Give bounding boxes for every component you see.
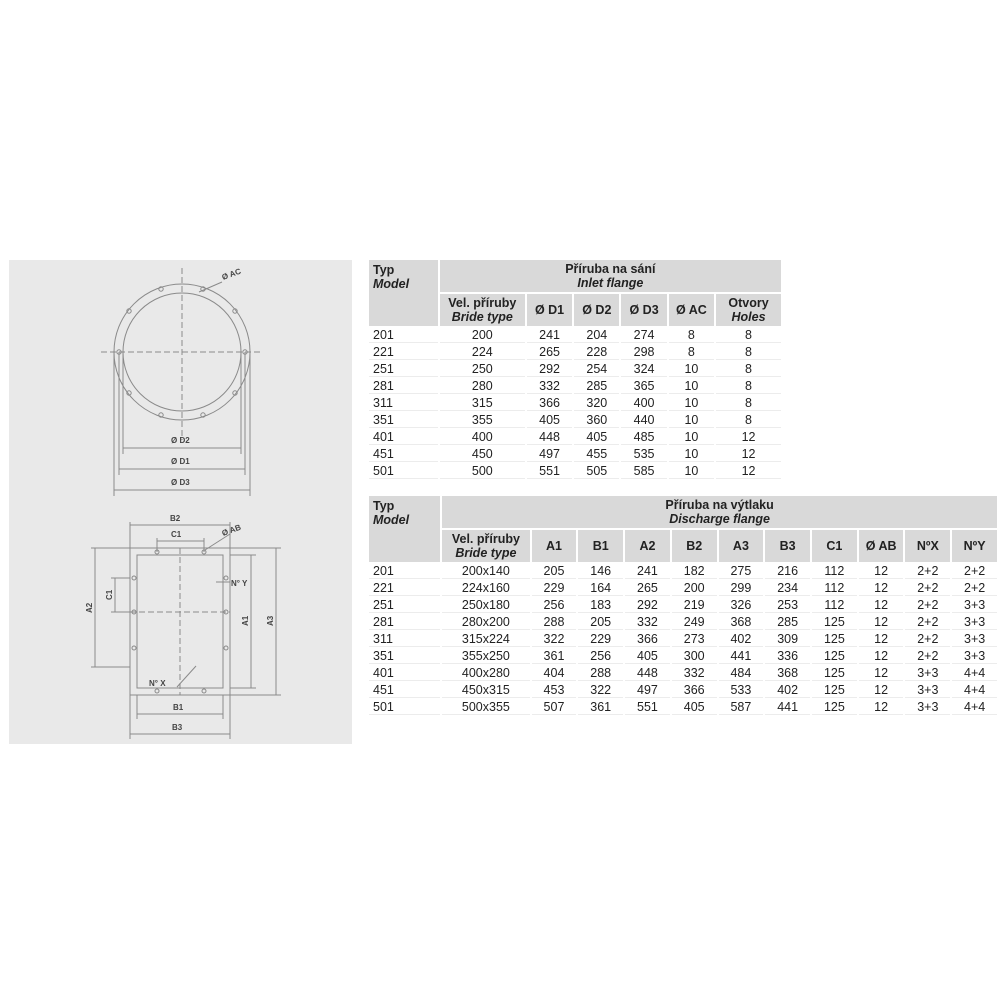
value-cell: 280x200: [442, 615, 529, 630]
value-cell: 4+4: [952, 700, 997, 715]
value-cell: 587: [719, 700, 764, 715]
value-cell: 234: [765, 581, 810, 596]
table-row: [369, 649, 997, 664]
value-cell: 551: [527, 464, 572, 479]
value-cell: 2+2: [952, 564, 997, 579]
value-cell: 8: [669, 345, 714, 360]
value-cell: 332: [625, 615, 670, 630]
value-cell: 485: [621, 430, 666, 445]
model-cell: 451: [369, 447, 438, 462]
value-cell: 448: [527, 430, 572, 445]
discharge-group-header: [442, 496, 997, 528]
value-cell: 200: [672, 581, 717, 596]
value-cell: 265: [527, 345, 572, 360]
model-cell: 401: [369, 666, 440, 681]
value-cell: 112: [812, 598, 857, 613]
value-cell: 365: [621, 379, 666, 394]
discharge-column-header: [578, 530, 623, 562]
value-cell: 280: [440, 379, 525, 394]
value-cell: 324: [621, 362, 666, 377]
value-cell: 497: [527, 447, 572, 462]
discharge-group-title: Příruba na výtlaku: [665, 498, 774, 512]
value-cell: 216: [765, 564, 810, 579]
value-cell: 254: [574, 362, 619, 377]
column-header-label: Vel. příruby: [451, 532, 520, 546]
value-cell: 366: [672, 683, 717, 698]
value-cell: 8: [669, 328, 714, 343]
column-header-label: C1: [826, 539, 843, 553]
column-header-label: A1: [545, 539, 562, 553]
value-cell: 322: [578, 683, 623, 698]
column-header-label: A3: [732, 539, 749, 553]
label-ab: Ø AB: [220, 522, 243, 538]
discharge-column-header: [952, 530, 997, 562]
column-header-label: B2: [686, 539, 703, 553]
column-header-label: Ø D3: [629, 303, 659, 317]
label-b3: B3: [172, 723, 183, 732]
value-cell: 241: [625, 564, 670, 579]
value-cell: 204: [574, 328, 619, 343]
value-cell: 320: [574, 396, 619, 411]
inlet-column-header: [716, 294, 781, 326]
model-cell: 311: [369, 632, 440, 647]
label-c1-top: C1: [171, 530, 182, 539]
table-row: [369, 447, 781, 462]
value-cell: 10: [669, 413, 714, 428]
column-header-label: Ø D2: [582, 303, 612, 317]
value-cell: 125: [812, 700, 857, 715]
value-cell: 125: [812, 683, 857, 698]
value-cell: 440: [621, 413, 666, 428]
value-cell: 500: [440, 464, 525, 479]
value-cell: 355x250: [442, 649, 529, 664]
discharge-group-subtitle: Discharge flange: [669, 512, 770, 526]
label-b1: B1: [173, 703, 184, 712]
inlet-group-header: [440, 260, 781, 292]
inlet-column-header: [527, 294, 572, 326]
value-cell: 484: [719, 666, 764, 681]
value-cell: 315x224: [442, 632, 529, 647]
column-header-sublabel: Bride type: [455, 546, 517, 560]
discharge-column-header: [812, 530, 857, 562]
value-cell: 253: [765, 598, 810, 613]
value-cell: 300: [672, 649, 717, 664]
value-cell: 368: [765, 666, 810, 681]
value-cell: 256: [578, 649, 623, 664]
model-cell: 501: [369, 464, 438, 479]
value-cell: 229: [532, 581, 577, 596]
label-ny: N° Y: [231, 579, 248, 588]
typ-model-header: [369, 260, 438, 326]
value-cell: 10: [669, 430, 714, 445]
table-row: [369, 464, 781, 479]
table-row: [369, 564, 997, 579]
value-cell: 3+3: [905, 666, 950, 681]
value-cell: 3+3: [952, 649, 997, 664]
value-cell: 455: [574, 447, 619, 462]
value-cell: 332: [672, 666, 717, 681]
value-cell: 274: [621, 328, 666, 343]
inlet-flange-table: [367, 258, 783, 481]
model-label: Model: [373, 277, 410, 291]
column-header-sublabel: Bride type: [451, 310, 513, 324]
value-cell: 3+3: [952, 615, 997, 630]
typ-label: Typ: [373, 499, 395, 513]
label-ac: Ø AC: [220, 266, 243, 282]
value-cell: 125: [812, 666, 857, 681]
value-cell: 256: [532, 598, 577, 613]
column-header-label: B1: [592, 539, 609, 553]
table-row: [369, 683, 997, 698]
inlet-column-header: [440, 294, 525, 326]
value-cell: 450x315: [442, 683, 529, 698]
value-cell: 361: [578, 700, 623, 715]
value-cell: 12: [859, 615, 904, 630]
value-cell: 500x355: [442, 700, 529, 715]
value-cell: 8: [716, 362, 781, 377]
model-cell: 351: [369, 649, 440, 664]
value-cell: 229: [578, 632, 623, 647]
value-cell: 8: [716, 396, 781, 411]
value-cell: 355: [440, 413, 525, 428]
value-cell: 441: [719, 649, 764, 664]
value-cell: 12: [716, 447, 781, 462]
value-cell: 535: [621, 447, 666, 462]
value-cell: 336: [765, 649, 810, 664]
value-cell: 441: [765, 700, 810, 715]
value-cell: 405: [672, 700, 717, 715]
discharge-column-header: [672, 530, 717, 562]
value-cell: 12: [716, 430, 781, 445]
value-cell: 12: [716, 464, 781, 479]
flange-drawing-panel: [9, 260, 352, 744]
table-row: [369, 666, 997, 681]
value-cell: 250: [440, 362, 525, 377]
table-row: [369, 379, 781, 394]
value-cell: 497: [625, 683, 670, 698]
model-cell: 221: [369, 345, 438, 360]
value-cell: 298: [621, 345, 666, 360]
value-cell: 505: [574, 464, 619, 479]
value-cell: 205: [532, 564, 577, 579]
table-row: [369, 598, 997, 613]
value-cell: 10: [669, 362, 714, 377]
label-d2: Ø D2: [171, 436, 190, 445]
label-a2: A2: [85, 602, 94, 613]
value-cell: 249: [672, 615, 717, 630]
value-cell: 3+3: [952, 598, 997, 613]
value-cell: 12: [859, 683, 904, 698]
value-cell: 366: [625, 632, 670, 647]
value-cell: 292: [625, 598, 670, 613]
table-row: [369, 413, 781, 428]
value-cell: 285: [765, 615, 810, 630]
value-cell: 2+2: [905, 615, 950, 630]
value-cell: 402: [719, 632, 764, 647]
value-cell: 125: [812, 649, 857, 664]
value-cell: 402: [765, 683, 810, 698]
label-a1: A1: [241, 615, 250, 626]
model-cell: 201: [369, 328, 438, 343]
column-header-sublabel: Holes: [731, 310, 766, 324]
value-cell: 10: [669, 396, 714, 411]
value-cell: 224x160: [442, 581, 529, 596]
value-cell: 405: [527, 413, 572, 428]
discharge-column-header: [859, 530, 904, 562]
discharge-column-header: [905, 530, 950, 562]
inlet-group-subtitle: Inlet flange: [577, 276, 644, 290]
value-cell: 3+3: [905, 683, 950, 698]
column-header-label: NºY: [963, 539, 986, 553]
value-cell: 228: [574, 345, 619, 360]
inlet-column-header: [621, 294, 666, 326]
value-cell: 250x180: [442, 598, 529, 613]
value-cell: 4+4: [952, 683, 997, 698]
value-cell: 2+2: [905, 649, 950, 664]
table-row: [369, 615, 997, 630]
value-cell: 299: [719, 581, 764, 596]
model-cell: 201: [369, 564, 440, 579]
value-cell: 164: [578, 581, 623, 596]
value-cell: 3+3: [905, 700, 950, 715]
value-cell: 507: [532, 700, 577, 715]
column-header-label: Vel. příruby: [448, 296, 517, 310]
value-cell: 8: [716, 345, 781, 360]
value-cell: 241: [527, 328, 572, 343]
value-cell: 405: [625, 649, 670, 664]
value-cell: 10: [669, 447, 714, 462]
label-d1: Ø D1: [171, 457, 190, 466]
value-cell: 288: [532, 615, 577, 630]
table-row: [369, 328, 781, 343]
value-cell: 125: [812, 615, 857, 630]
value-cell: 292: [527, 362, 572, 377]
value-cell: 533: [719, 683, 764, 698]
column-header-label: A2: [639, 539, 656, 553]
value-cell: 551: [625, 700, 670, 715]
value-cell: 12: [859, 598, 904, 613]
value-cell: 8: [716, 379, 781, 394]
value-cell: 585: [621, 464, 666, 479]
value-cell: 219: [672, 598, 717, 613]
value-cell: 200: [440, 328, 525, 343]
value-cell: 12: [859, 700, 904, 715]
value-cell: 112: [812, 564, 857, 579]
model-cell: 501: [369, 700, 440, 715]
value-cell: 10: [669, 379, 714, 394]
discharge-column-header: [625, 530, 670, 562]
label-b2: B2: [170, 514, 181, 523]
value-cell: 125: [812, 632, 857, 647]
value-cell: 10: [669, 464, 714, 479]
value-cell: 309: [765, 632, 810, 647]
label-c1-side: C1: [105, 589, 114, 600]
value-cell: 400x280: [442, 666, 529, 681]
value-cell: 12: [859, 581, 904, 596]
value-cell: 275: [719, 564, 764, 579]
value-cell: 2+2: [905, 581, 950, 596]
column-header-label: Ø AB: [865, 539, 897, 553]
value-cell: 400: [621, 396, 666, 411]
value-cell: 2+2: [905, 598, 950, 613]
value-cell: 326: [719, 598, 764, 613]
value-cell: 360: [574, 413, 619, 428]
value-cell: 453: [532, 683, 577, 698]
flange-technical-drawing: [9, 260, 352, 744]
value-cell: 205: [578, 615, 623, 630]
model-cell: 251: [369, 598, 440, 613]
value-cell: 368: [719, 615, 764, 630]
value-cell: 332: [527, 379, 572, 394]
column-header-label: B3: [779, 539, 796, 553]
label-a3: A3: [266, 615, 275, 626]
table-row: [369, 362, 781, 377]
table-row: [369, 396, 781, 411]
column-header-label: Ø AC: [675, 303, 707, 317]
table-row: [369, 430, 781, 445]
value-cell: 12: [859, 564, 904, 579]
value-cell: 285: [574, 379, 619, 394]
value-cell: 273: [672, 632, 717, 647]
value-cell: 4+4: [952, 666, 997, 681]
value-cell: 183: [578, 598, 623, 613]
value-cell: 12: [859, 666, 904, 681]
column-header-label: Otvory: [728, 296, 769, 310]
discharge-column-header: [765, 530, 810, 562]
value-cell: 322: [532, 632, 577, 647]
table-row: [369, 632, 997, 647]
value-cell: 224: [440, 345, 525, 360]
label-nx: N° X: [149, 679, 166, 688]
value-cell: 361: [532, 649, 577, 664]
value-cell: 2+2: [952, 581, 997, 596]
value-cell: 2+2: [905, 632, 950, 647]
value-cell: 400: [440, 430, 525, 445]
inlet-column-header: [669, 294, 714, 326]
value-cell: 112: [812, 581, 857, 596]
model-cell: 451: [369, 683, 440, 698]
value-cell: 404: [532, 666, 577, 681]
value-cell: 12: [859, 649, 904, 664]
value-cell: 8: [716, 413, 781, 428]
value-cell: 2+2: [905, 564, 950, 579]
value-cell: 448: [625, 666, 670, 681]
column-header-label: NºX: [916, 539, 939, 553]
value-cell: 405: [574, 430, 619, 445]
value-cell: 450: [440, 447, 525, 462]
inlet-column-header: [574, 294, 619, 326]
discharge-column-header: [442, 530, 529, 562]
value-cell: 366: [527, 396, 572, 411]
value-cell: 8: [716, 328, 781, 343]
table-row: [369, 345, 781, 360]
model-cell: 401: [369, 430, 438, 445]
inlet-group-title: Příruba na sání: [565, 262, 656, 276]
value-cell: 146: [578, 564, 623, 579]
typ-label: Typ: [373, 263, 395, 277]
value-cell: 3+3: [952, 632, 997, 647]
model-cell: 251: [369, 362, 438, 377]
label-d3: Ø D3: [171, 478, 190, 487]
model-cell: 311: [369, 396, 438, 411]
discharge-column-header: [532, 530, 577, 562]
column-header-label: Ø D1: [534, 303, 565, 317]
discharge-column-header: [719, 530, 764, 562]
model-cell: 221: [369, 581, 440, 596]
table-row: [369, 700, 997, 715]
value-cell: 265: [625, 581, 670, 596]
value-cell: 315: [440, 396, 525, 411]
model-cell: 351: [369, 413, 438, 428]
table-row: [369, 581, 997, 596]
model-cell: 281: [369, 615, 440, 630]
value-cell: 12: [859, 632, 904, 647]
typ-model-header: [369, 496, 440, 562]
value-cell: 182: [672, 564, 717, 579]
model-cell: 281: [369, 379, 438, 394]
value-cell: 200x140: [442, 564, 529, 579]
value-cell: 288: [578, 666, 623, 681]
model-label: Model: [373, 513, 410, 527]
discharge-flange-table: [367, 494, 999, 717]
